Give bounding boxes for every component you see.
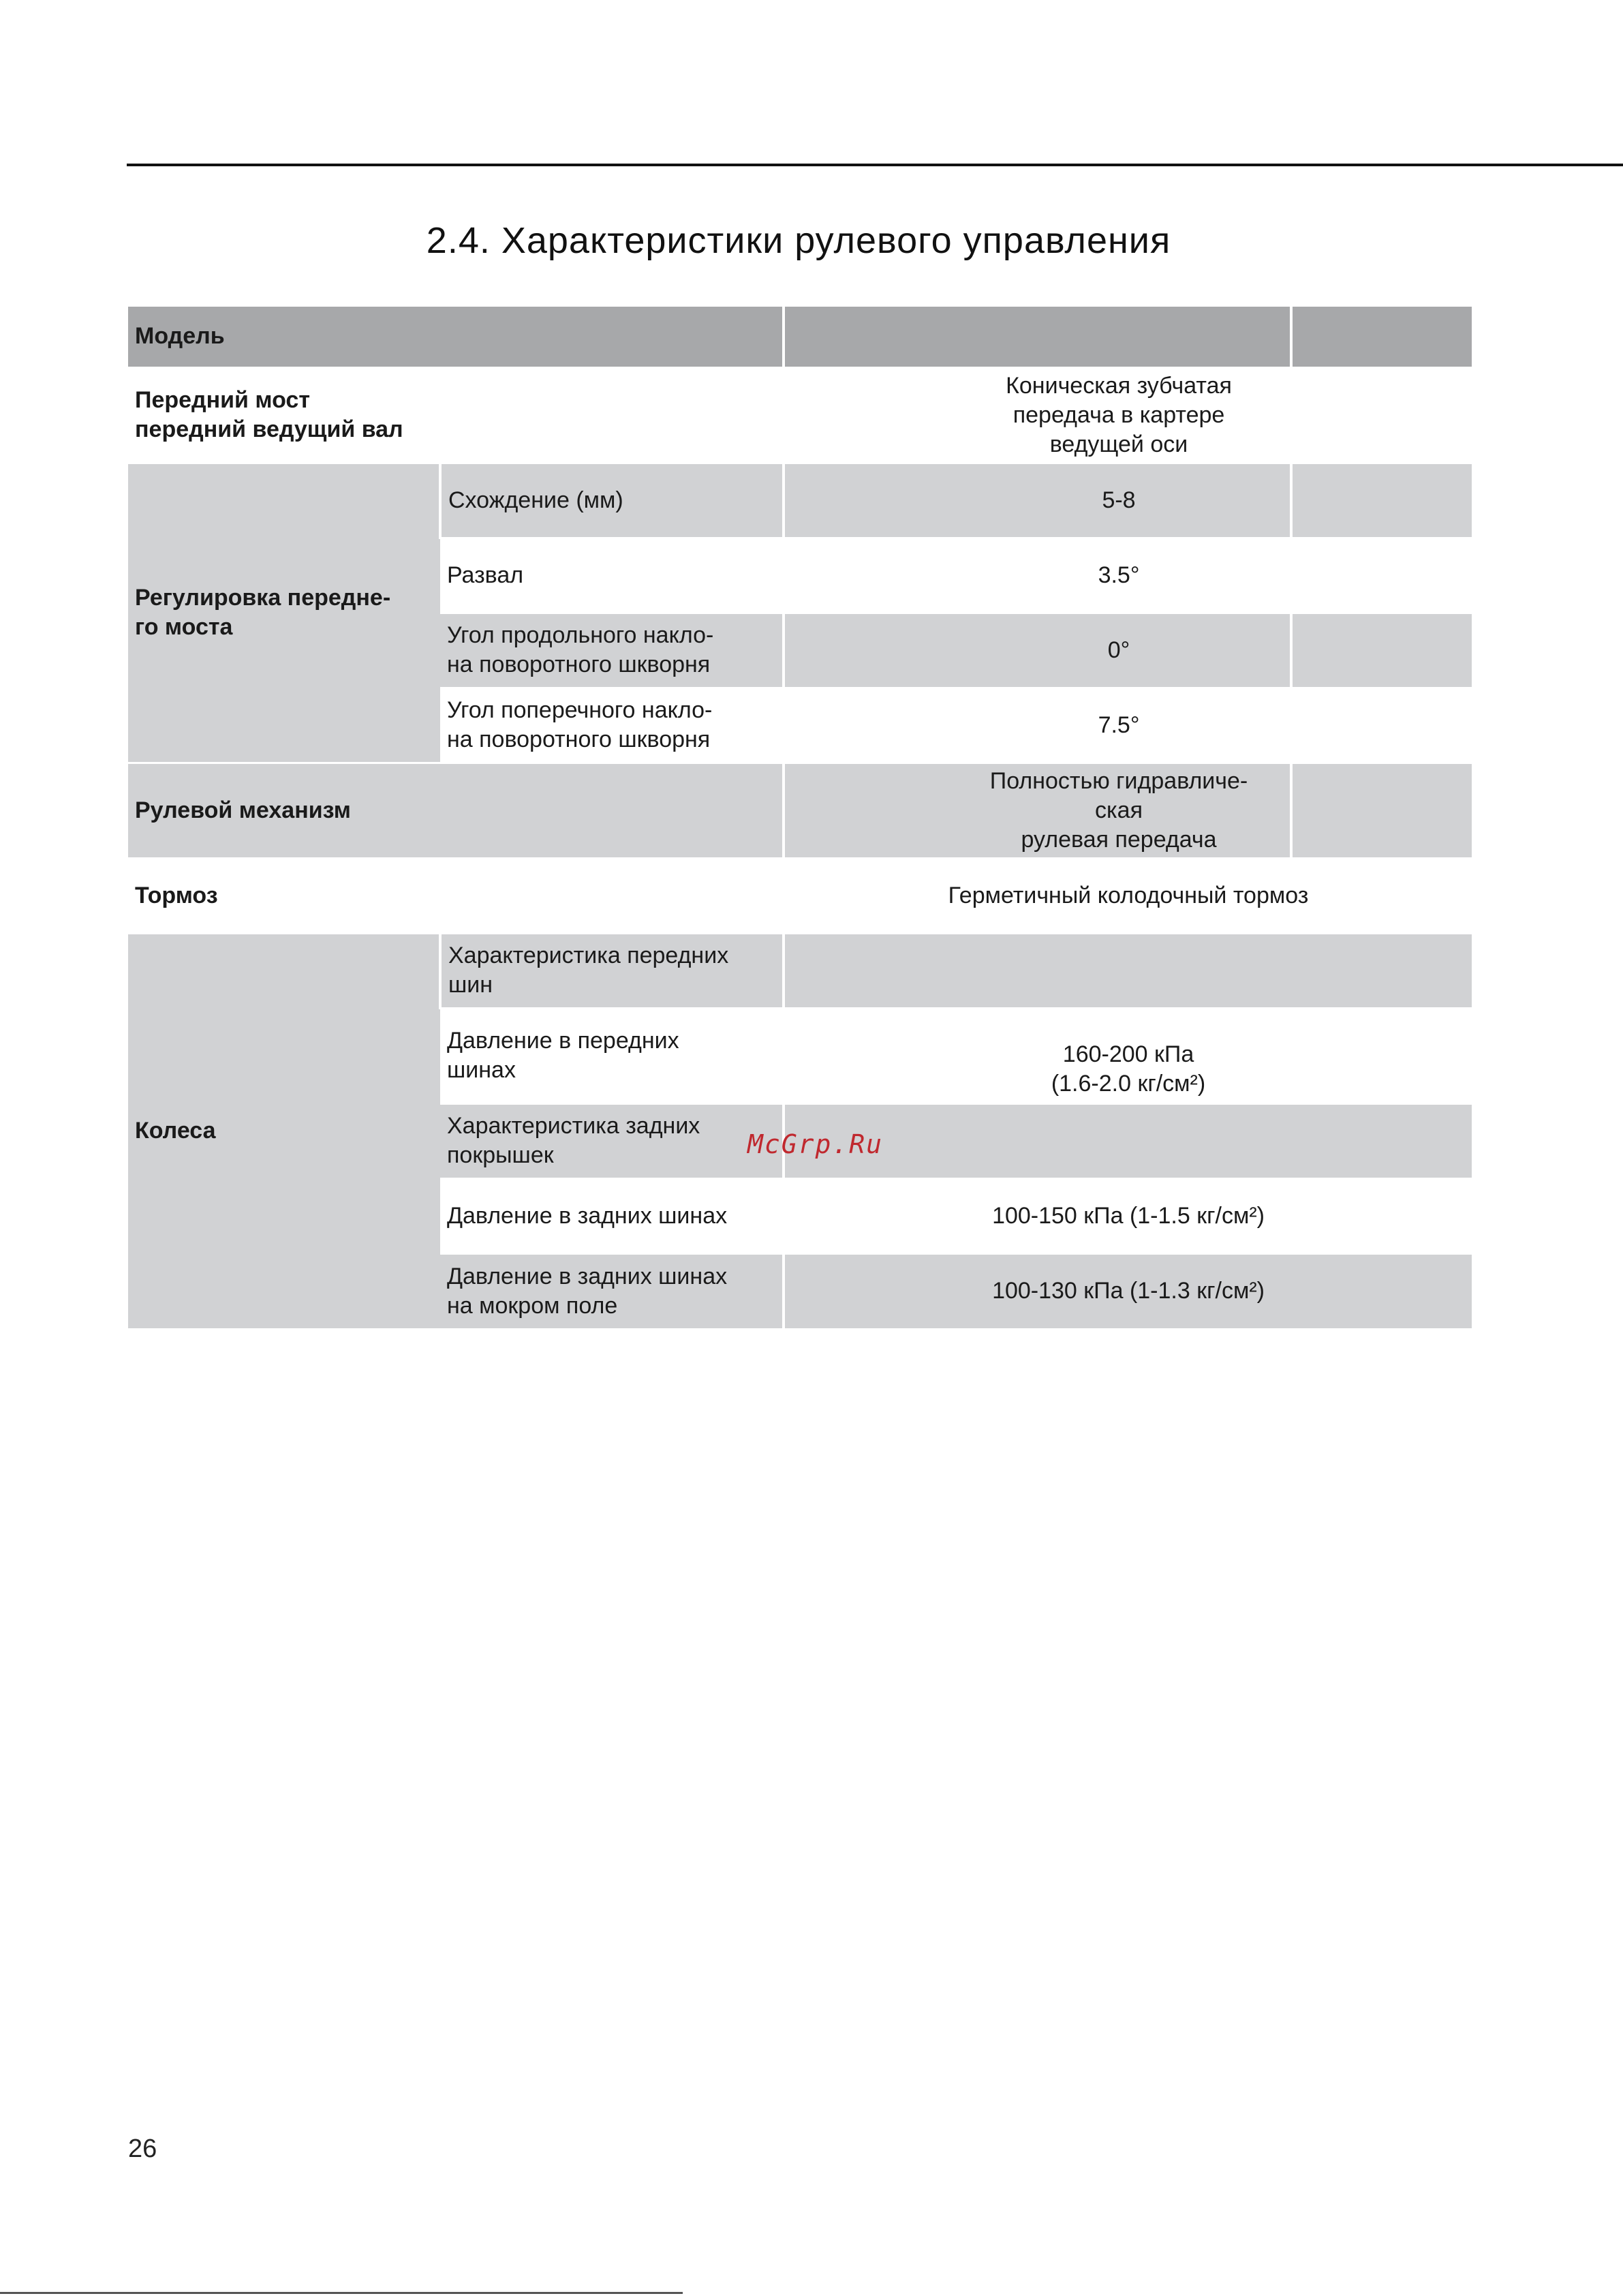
wheels-value-rear-wet-line1: 100-130 кПа (1-1.3 кг/см²) (992, 1278, 1265, 1304)
adjustment-value-toe-text: 5-8 (1102, 487, 1136, 513)
page-title: 2.4. Характеристики рулевого управления (426, 220, 1171, 261)
spec-table (128, 307, 1472, 1328)
wheels-label: Колеса (128, 933, 440, 1328)
adjustment-value-camber-text: 3.5° (1098, 562, 1140, 588)
steering-gear-value-line2: ская (1095, 797, 1143, 823)
front-axle-label-line2: передний ведущий вал (135, 416, 403, 442)
front-axle-value (784, 367, 1291, 463)
header-col3 (1291, 307, 1472, 367)
table-header-row (128, 307, 1472, 367)
header-model-label: Модель (128, 307, 784, 367)
bottom-rule (0, 2292, 683, 2294)
adjustment-param-camber-line1: Развал (447, 562, 524, 588)
adjustment-label-line2: го моста (135, 614, 233, 640)
adjustment-param-toe (440, 463, 784, 538)
row-wheels-front-tires (128, 933, 1472, 1008)
wheels-param-rear-wet-line2: на мокром поле (447, 1292, 618, 1319)
row-front-axle (128, 367, 1472, 463)
wheels-param-rear-pressure (440, 1178, 784, 1253)
adjustment-label-line1: Регулировка передне- (135, 585, 391, 611)
wheels-value-front-pressure (784, 1008, 1472, 1103)
adjustment-value-camber (784, 538, 1291, 613)
wheels-param-front-pressure-line2: шинах (447, 1057, 516, 1083)
front-axle-label (128, 367, 784, 463)
adjustment-value-kingpin-text: 7.5° (1098, 711, 1140, 738)
adjustment-param-kingpin-line1: Угол поперечного накло- (447, 697, 713, 723)
adjustment-param-caster-line2: на поворотного шкворня (447, 652, 711, 677)
adjustment-extra-toe (1291, 463, 1472, 538)
row-brake (128, 858, 1472, 933)
steering-gear-value-line1: Полностью гидравличе- (989, 767, 1248, 794)
wheels-param-rear-wet (440, 1253, 784, 1328)
header-col2 (784, 307, 1291, 367)
steering-gear-value-line3: рулевая передача (1021, 826, 1217, 853)
brake-label: Тормоз (128, 858, 784, 933)
front-axle-value-line2: передача в картере (1013, 401, 1225, 428)
wheels-param-front-pressure-line1: Давление в передних (447, 1028, 679, 1054)
page-number: 26 (128, 2134, 157, 2163)
adjustment-value-kingpin (784, 688, 1291, 763)
brake-value: Герметичный колодочный тормоз (784, 858, 1472, 933)
adjustment-value-caster (784, 613, 1291, 688)
watermark-text: McGrp.Ru (747, 1129, 884, 1159)
wheels-param-front-pressure (440, 1008, 784, 1103)
wheels-value-rear-pressure-line1: 100-150 кПа (1-1.5 кг/см²) (992, 1202, 1265, 1229)
front-axle-extra (1291, 367, 1472, 463)
steering-gear-label: Рулевой механизм (128, 763, 784, 858)
adjustment-param-camber (440, 538, 784, 613)
adjustment-param-kingpin-line2: на поворотного шкворня (447, 726, 711, 752)
wheels-param-front-tires-line2: шин (448, 972, 493, 998)
adjustment-value-caster-text: 0° (1107, 637, 1130, 663)
wheels-param-rear-wet-line1: Давление в задних шинах (447, 1263, 728, 1289)
adjustment-param-kingpin (440, 688, 784, 763)
adjustment-extra-kingpin (1291, 688, 1472, 763)
front-axle-value-line1: Коническая зубчатая (1006, 372, 1232, 399)
adjustment-param-caster (440, 613, 784, 688)
steering-gear-extra (1291, 763, 1472, 858)
front-axle-label-line1: Передний мост (135, 387, 310, 413)
adjustment-param-caster-line1: Угол продольного накло- (447, 622, 714, 648)
front-axle-value-line3: ведущей оси (1049, 431, 1188, 457)
top-rule (127, 164, 1623, 166)
wheels-param-rear-tires-line1: Характеристика задних (447, 1113, 700, 1139)
wheels-param-rear-tires-line2: покрышек (447, 1142, 554, 1168)
wheels-param-rear-tires (440, 1103, 784, 1178)
wheels-param-front-tires-line1: Характеристика передних (448, 943, 729, 968)
wheels-value-front-pressure-line2: (1.6-2.0 кг/см²) (1051, 1071, 1206, 1097)
adjustment-label (128, 463, 440, 763)
wheels-value-rear-pressure (784, 1178, 1472, 1253)
wheels-param-front-tires (440, 933, 784, 1008)
adjustment-param-toe-line1: Схождение (мм) (448, 487, 623, 513)
steering-gear-value (784, 763, 1291, 858)
wheels-value-rear-wet (784, 1253, 1472, 1328)
wheels-value-front-pressure-line1: 160-200 кПа (1062, 1041, 1194, 1067)
row-steering-gear (128, 763, 1472, 858)
adjustment-extra-caster (1291, 613, 1472, 688)
adjustment-extra-camber (1291, 538, 1472, 613)
wheels-param-rear-pressure-line1: Давление в задних шинах (447, 1202, 728, 1229)
wheels-value-front-tires (784, 933, 1472, 1008)
adjustment-value-toe (784, 463, 1291, 538)
row-adjustment-toe (128, 463, 1472, 538)
wheels-value-rear-tires (784, 1103, 1472, 1178)
